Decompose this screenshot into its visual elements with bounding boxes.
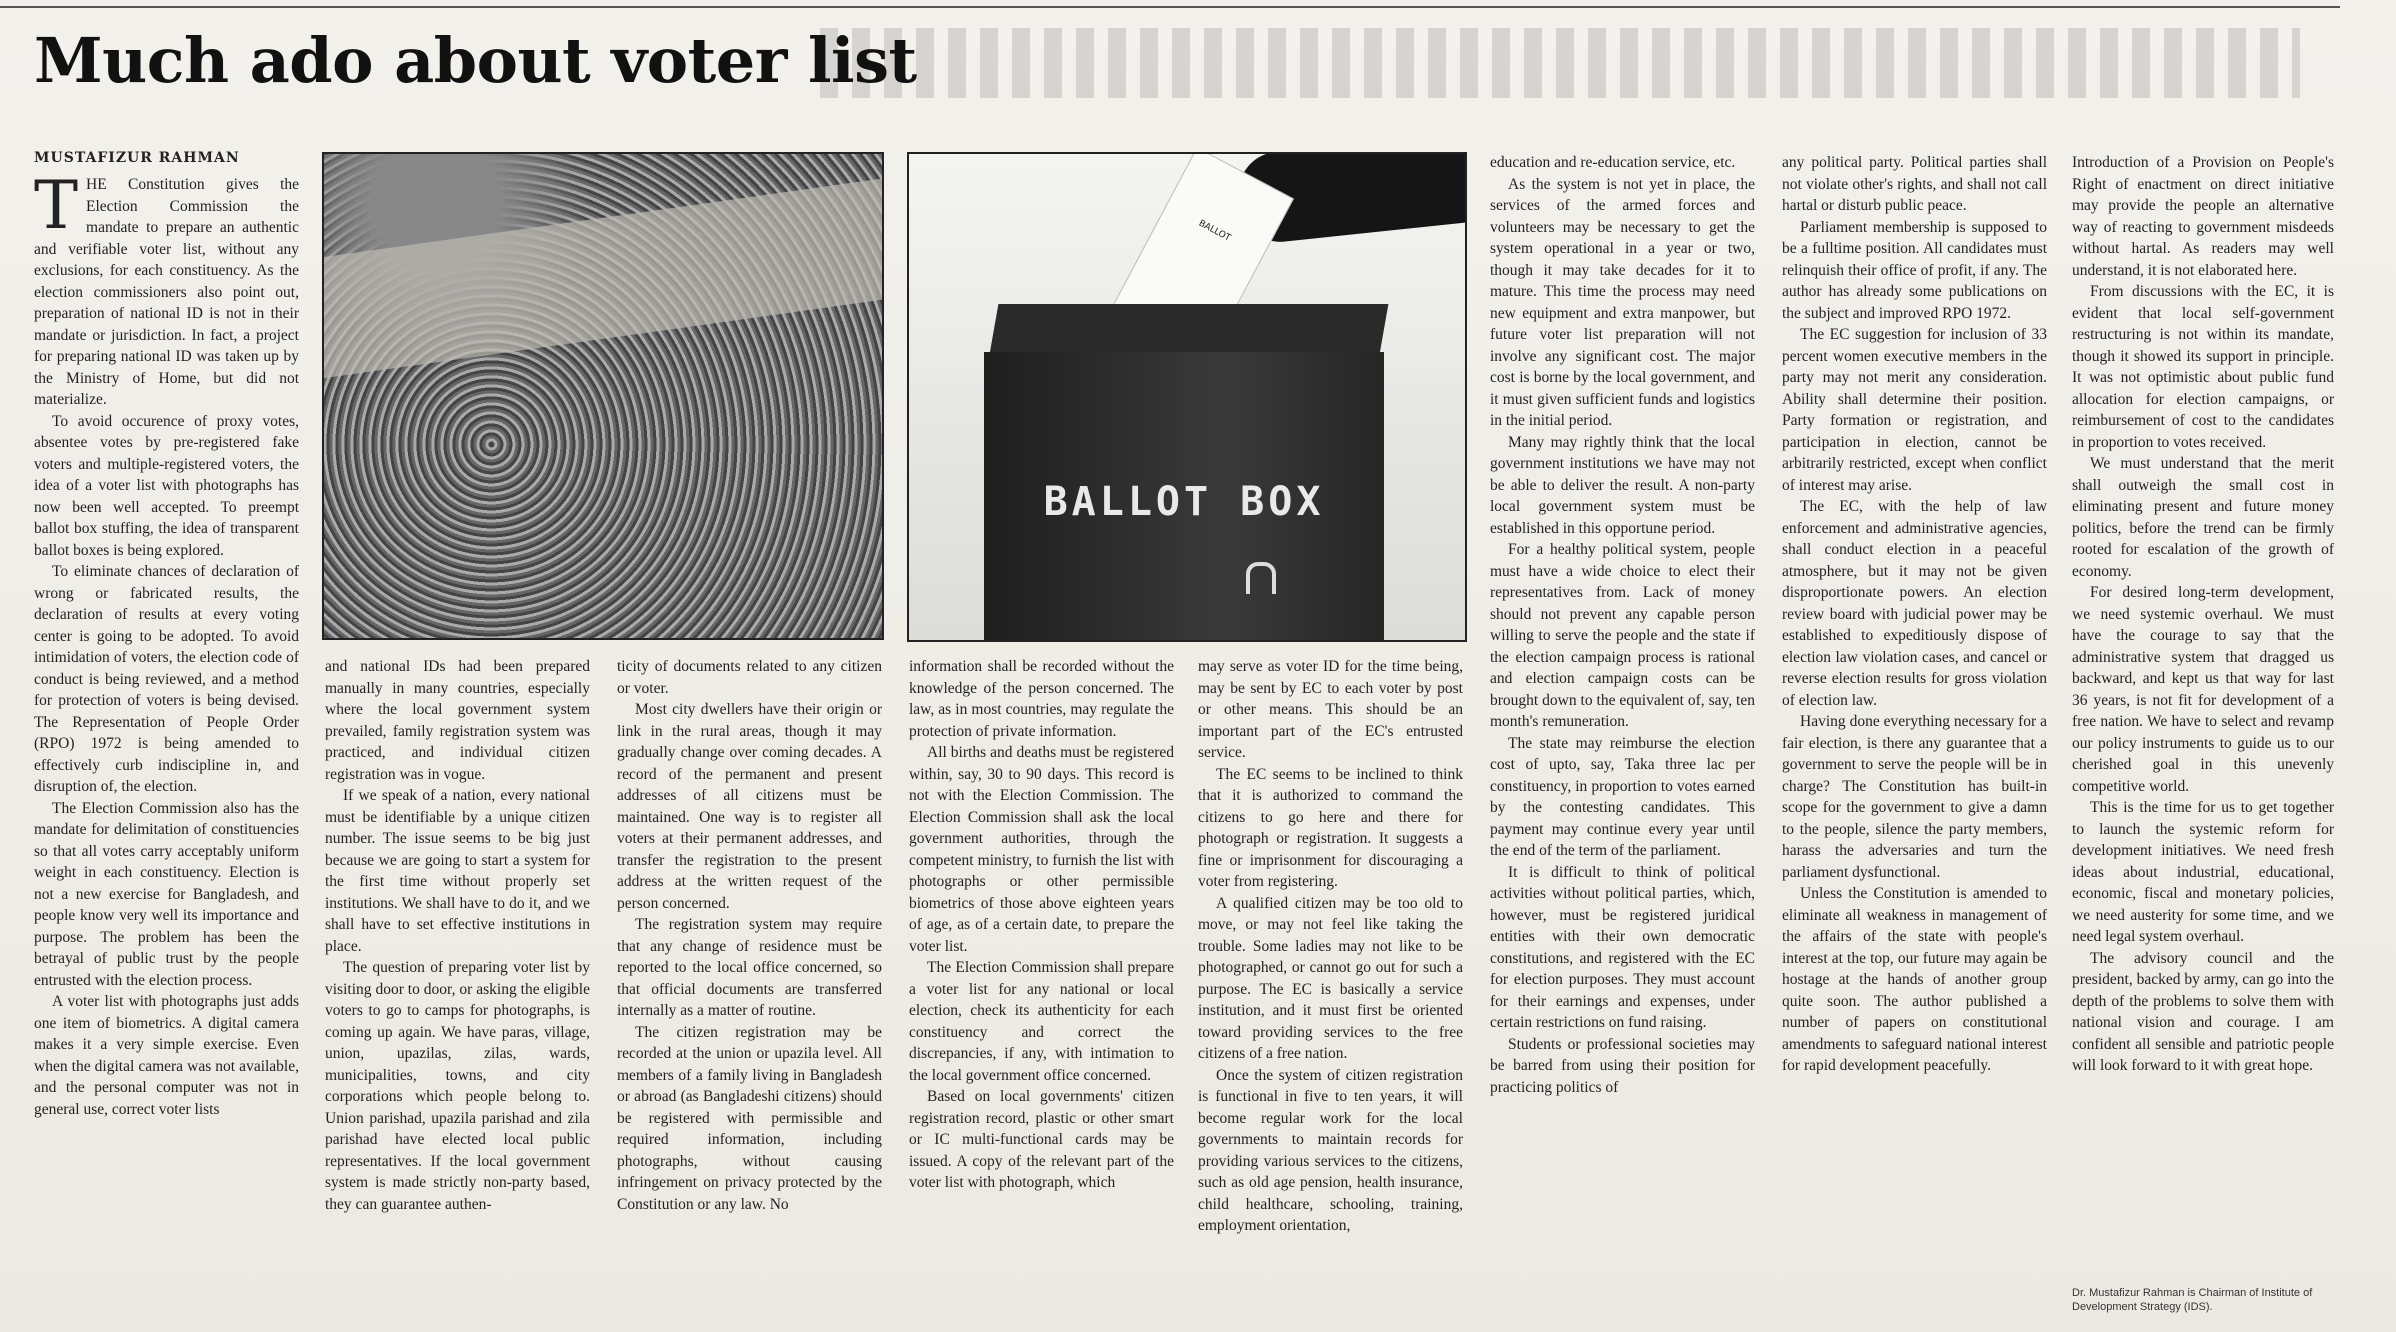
paragraph: To eliminate chances of declaration of wrong or fabricated results, the declaration of results at every voting center is going to be adopted. To avoid intimidation of voters, the election code of conduct is being reviewed, and a method for protection of voters is being devised. The Representation of People Order (RPO) 1972 is being amended to effectively curb indiscipline in, and disruption of, the election. <box>34 563 299 795</box>
paragraph: The EC suggestion for inclusion of 33 percent women executive members in the party may not merit any consideration. Ability shall determine their position. Party formation or registration, and participation in election, cannot be arbitrarily restricted, except when conflict of interest may arise. <box>1782 326 2047 494</box>
article-column-6 <box>1490 152 1755 1310</box>
article-column-2 <box>325 656 590 1310</box>
paragraph: The EC seems to be inclined to think that it is authorized to command the citizens to go here and there for photograph or registration. It suggests a fine or imprisonment for discouraging a voter from registering. <box>1198 765 1463 890</box>
paragraph: The EC, with the help of law enforcement and administrative agencies, shall conduct election in a peaceful atmosphere, but it may not be given disproportionate powers. An election review board with judicial power may be established to expeditiously dispose of election law violation cases, and cancel or reverse election results for gross violation of election law. <box>1782 498 2047 709</box>
bleed-through-text <box>820 28 2300 98</box>
paragraph: Introduction of a Provision on People's Right of enactment on direct initiative may provide the people an alternative way of reacting to government misdeeds without hartal. As readers may well understand, it is not elaborated here. <box>2072 154 2334 279</box>
paragraph: Having done everything necessary for a fair election, is there any guarantee that a government to serve the people will be in charge? The Constitution has built-in scope for the government to give a damn to the people, silence the party members, harass the adversaries and turn the parliament dysfunctional. <box>1782 713 2047 881</box>
paragraph: may serve as voter ID for the time being, may be sent by EC to each voter by post or other means. This should be an important part of the EC's entrusted service. <box>1198 658 1463 761</box>
article-column-1 <box>34 174 299 1310</box>
paragraph: To avoid occurence of proxy votes, absentee votes by pre-registered fake voters and multiple-registered voters, the idea of a voter list with photographs has now been well accepted. To preempt ballot box stuffing, the idea of transparent ballot boxes is being explored. <box>34 412 299 559</box>
paragraph: Unless the Constitution is amended to eliminate all weakness in management of the affairs of the state with people's interest at the top, our future may again be hostage at the hands of another group quite soon. The author published a number of papers on constitutional amendments to safeguard national interest for rapid development peacefully. <box>1782 885 2047 1074</box>
drop-cap: T <box>34 174 79 244</box>
paragraph: and national IDs had been prepared manually in many countries, especially where the local government system prevailed, family registration system was practiced, and individual citizen registration was in vogue. <box>325 658 590 783</box>
author-footnote: Dr. Mustafizur Rahman is Chairman of Institute of Development Strategy (IDS). <box>2072 1287 2313 1313</box>
paragraph: any political party. Political parties shall not violate other's rights, and shall not call hartal or disturb public peace. <box>1782 154 2047 214</box>
top-rule <box>0 6 2340 8</box>
paragraph: information shall be recorded without the knowledge of the person concerned. The law, as in most countries, may regulate the protection of private information. <box>909 658 1174 740</box>
paragraph: The Election Commission also has the mandate for delimitation of constituencies so that all votes carry acceptably uniform weight in each constituency. Election is not a new exercise for Bangladesh, and people know very well its importance and purpose. The problem has been the betrayal of public trust by the people entrusted with the election process. <box>34 799 299 989</box>
ballot-box-lid <box>990 304 1389 354</box>
ballot-paper-label: BALLOT <box>1196 218 1233 244</box>
paragraph: A qualified citizen may be too old to move, or may not feel like taking the trouble. Some ladies may not like to be photographed, or cannot go out for such a purpose. The EC is basically a service institution, and it must first be oriented toward providing services to the free citizens of a free nation. <box>1198 894 1463 1062</box>
paragraph: It is difficult to think of political activities without political parties, which, however, must be registered juridical entities with their own democratic constitutions, and registered with the EC for election purposes. They must account for their earnings and expenses, under certain restrictions on fund raising. <box>1490 863 1755 1031</box>
paragraph: The citizen registration may be recorded at the union or upazila level. All members of a family living in Bangladesh or abroad (as Bangladeshi citizens) should be registered with permissible and required information, including photographs, without causing infringement on privacy protected by the Constitution or any law. No <box>617 1023 882 1213</box>
paragraph: The question of preparing voter list by visiting door to door, or asking the eligible voters to go to camps for photographs, is coming up again. We have paras, village, union, upazilas, zilas, wards, municipalities, towns, and city corporations which people belong to. Union parishad, upazila parishad and zila parishad have elected local public representatives. If the local government system is made strictly non-party based, they can guarantee authen- <box>325 959 590 1213</box>
paragraph: If we speak of a nation, every national must be identifiable by a unique citizen number. The issue seems to be big just because we are going to start a system for the first time without properly set institutions. We shall have to do it, and we shall have to set effective institutions in place. <box>325 787 590 955</box>
paragraph: Based on local governments' citizen registration record, plastic or other smart or IC multi-functional cards may be issued. A copy of the relevant part of the voter list with photograph, which <box>909 1088 1174 1191</box>
paragraph: education and re-education service, etc. <box>1490 154 1736 171</box>
paragraph: This is the time for us to get together to launch the systemic reform for development initiatives. We need fresh ideas about industrial, educational, economic, fiscal and monetary policies, we need austerity for some time, and we need legal system overhaul. <box>2072 799 2334 945</box>
byline: MUSTAFIZUR RAHMAN <box>34 150 240 166</box>
article-column-5 <box>1198 656 1463 1310</box>
paragraph: Parliament membership is supposed to be a fulltime position. All candidates must relinquish their office of profit, if any. The author has already some publications on the subject and improved RPO 1972. <box>1782 218 2047 322</box>
paragraph: Students or professional societies may be barred from using their position for practicing politics of <box>1490 1035 1755 1096</box>
paragraph: As the system is not yet in place, the services of the armed forces and volunteers may be necessary to get the system operational in a year or two, though it may take decades for it to mature. This time the process may need new equipment and extra manpower, but future voter list preparation will not involve any significant cost. The major cost is borne by the local government, and it must given sufficient funds and logistics in the initial period. <box>1490 175 1755 429</box>
padlock-icon <box>1246 562 1276 594</box>
article-column-3 <box>617 656 882 1310</box>
ballot-box-label: BALLOT BOX <box>1043 479 1325 525</box>
photo-voter-queue <box>322 152 884 640</box>
paragraph: Most city dwellers have their origin or link in the rural areas, though it may gradually change over coming decades. A record of the permanent and present addresses of all citizens must be maintained. One way is to register all voters at their permanent addresses, and transfer the registration to the present address at the written request of the person concerned. <box>617 701 882 912</box>
paragraph: For desired long-term development, we need systemic overhaul. We must have the courage to say that the administrative system that dragged us backward, and kept us that way for last 36 years, is not fit for development of a free nation. We have to select and revamp our policy instruments to guide us to our cherished goal in this unevenly competitive world. <box>2072 584 2334 795</box>
paragraph: Once the system of citizen registration is functional in five to ten years, it will become regular work for the local governments to maintain records for providing various services to the citizens, such as old age pension, health insurance, child healthcare, schooling, training, employment orientation, <box>1198 1066 1463 1234</box>
paragraph: The advisory council and the president, backed by army, can go into the depth of the problems to solve them with national vision and courage. I am confident all sensible and patriotic people will look forward to it with great hope. <box>2072 949 2334 1074</box>
photo-road <box>322 166 884 382</box>
photo-ballot-box <box>907 152 1467 642</box>
article-column-8 <box>2072 152 2334 1302</box>
paragraph: For a healthy political system, people must have a wide choice to elect their representatives from. Lack of money should not prevent any capable person willing to serve the people and the state if the election campaign process is rational and election campaign costs can be brought down to the equivalent of, say, ten month's remuneration. <box>1490 541 1755 730</box>
article-column-4 <box>909 656 1174 1310</box>
paragraph: The state may reimburse the election cost of upto, say, Taka three lac per constituency, in proportion to votes earned by the contesting candidates. This payment may continue every year until the end of the term of the parliament. <box>1490 734 1755 859</box>
paragraph: All births and deaths must be registered within, say, 30 to 90 days. This record is not with the Election Commission. The Election Commission shall ask the local government authorities, through the competent ministry, to furnish the list with photographs or other permissible biometrics of those above eighteen years of age, as of a certain date, to prepare the voter list. <box>909 744 1174 955</box>
paragraph: The Election Commission shall prepare a voter list for any national or local election, check its authenticity for each constituency and correct the discrepancies, if any, with intimation to the local government office concerned. <box>909 959 1174 1084</box>
paragraph: A voter list with photographs just adds one item of biometrics. A digital camera makes it a very simple exercise. Even when the digital camera was not available, and the personal computer was not in general use, correct voter lists <box>34 993 299 1118</box>
paragraph: The registration system may require that any change of residence must be reported to the local office concerned, so that official documents are transferred internally as a matter of routine. <box>617 916 882 1019</box>
paragraph: We must understand that the merit shall outweigh the small cost in eliminating present and future money politics, before the trend can be firmly rooted for escalation of the growth of economy. <box>2072 455 2334 580</box>
paragraph: ticity of documents related to any citizen or voter. <box>617 658 882 697</box>
paragraph: HE Constitution gives the Election Commission the mandate to prepare an authentic and verifiable voter list, without any exclusions, for each constituency. As the election commissioners also point out, preparation of national ID is not in their mandate or jurisdiction. In fact, a project for preparing national ID was taken up by the Ministry of Home, but did not materialize. <box>34 176 299 408</box>
paragraph: Many may rightly think that the local government institutions we have may not be able to deliver the result. A non-party local government system must be established in this opportune period. <box>1490 433 1755 537</box>
paragraph: From discussions with the EC, it is evident that local self-government restructuring is not within its mandate, though it showed its support in principle. It was not optimistic about public fund allocation for election campaigns, or reimbursement of cost to the candidates in proportion to votes received. <box>2072 283 2334 451</box>
headline: Much ado about voter list <box>34 24 917 97</box>
article-column-7 <box>1782 152 2047 1310</box>
